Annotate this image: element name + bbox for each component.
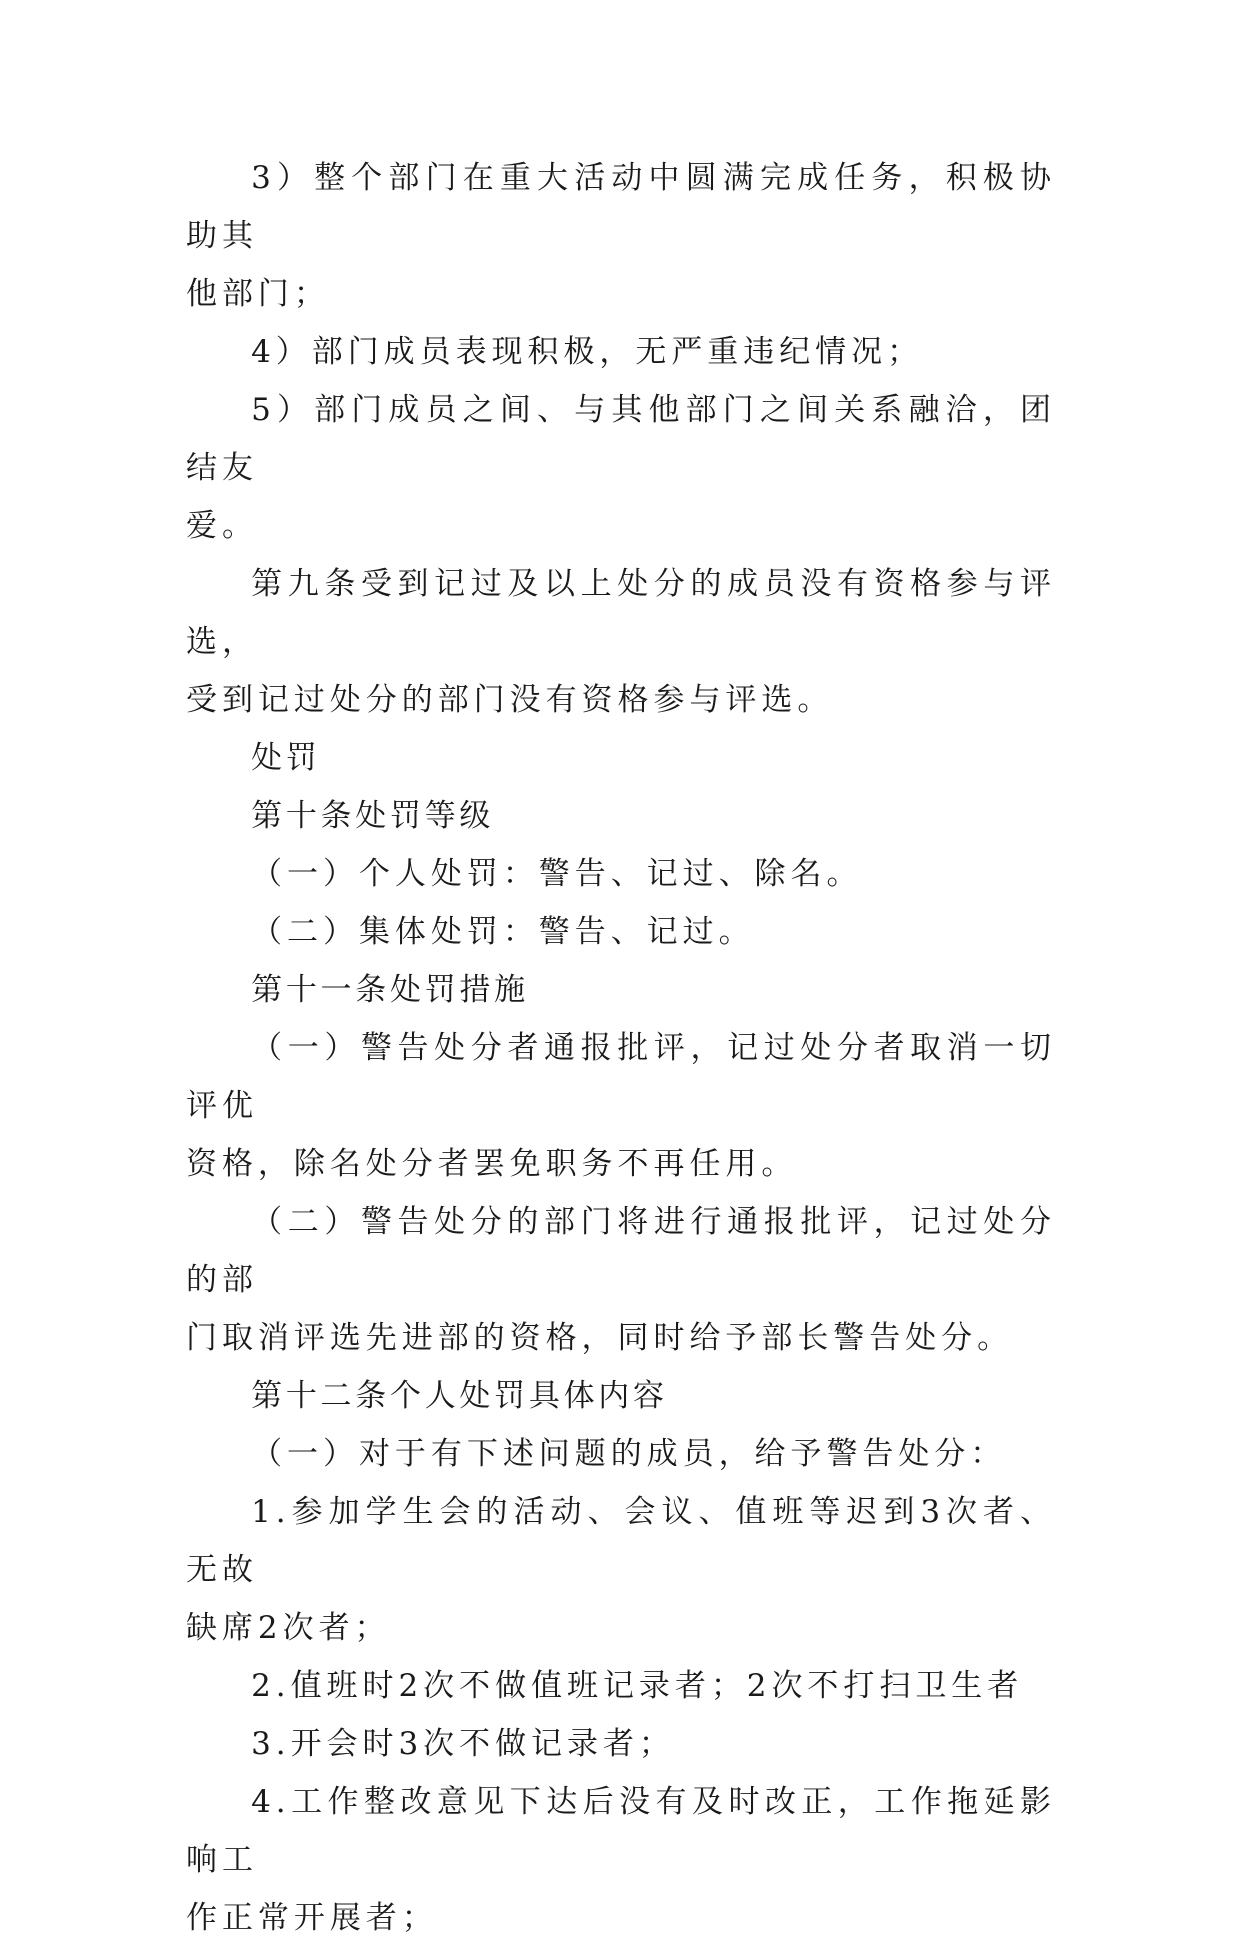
penalty-level-collective: （二）集体处罚：警告、记过。 bbox=[251, 914, 755, 950]
paragraph-item-5: 5）部门成员之间、与其他部门之间关系融洽，团结友 爱。 bbox=[186, 392, 1056, 544]
list-item-3: 3.开会时3次不做记录者； bbox=[251, 1726, 675, 1762]
paragraph-item-4: 4）部门成员表现积极，无严重违纪情况； bbox=[251, 334, 924, 370]
article-11-heading: 第十一条处罚措施 bbox=[251, 972, 529, 1008]
penalty-measure-department: （二）警告处分的部门将进行通报批评，记过处分的部 门取消评选先进部的资格，同时给予部长警告处分。 bbox=[186, 1204, 1056, 1356]
article-12-heading: 第十二条个人处罚具体内容 bbox=[251, 1378, 668, 1414]
list-item-1: 1.参加学生会的活动、会议、值班等迟到3次者、无故 缺席2次者； bbox=[186, 1494, 1056, 1646]
document-body bbox=[186, 149, 1056, 1947]
list-item-4: 4.工作整改意见下达后没有及时改正，工作拖延影响工 作正常开展者； bbox=[186, 1784, 1056, 1936]
paragraph-item-3: 3）整个部门在重大活动中圆满完成任务，积极协助其 他部门； bbox=[186, 160, 1056, 312]
article-10-heading: 第十条处罚等级 bbox=[251, 798, 495, 834]
list-item-2: 2.值班时2次不做值班记录者；2次不打扫卫生者 bbox=[251, 1668, 1024, 1704]
penalty-measure-individual: （一）警告处分者通报批评，记过处分者取消一切评优 资格，除名处分者罢免职务不再任用。 bbox=[186, 1030, 1056, 1182]
warning-conditions-intro: （一）对于有下述问题的成员，给予警告处分： bbox=[251, 1436, 1007, 1472]
penalty-level-individual: （一）个人处罚：警告、记过、除名。 bbox=[251, 856, 863, 892]
article-9-paragraph: 第九条受到记过及以上处分的成员没有资格参与评选， 受到记过处分的部门没有资格参与评选。 bbox=[186, 566, 1056, 718]
section-heading-penalty: 处罚 bbox=[251, 740, 321, 776]
